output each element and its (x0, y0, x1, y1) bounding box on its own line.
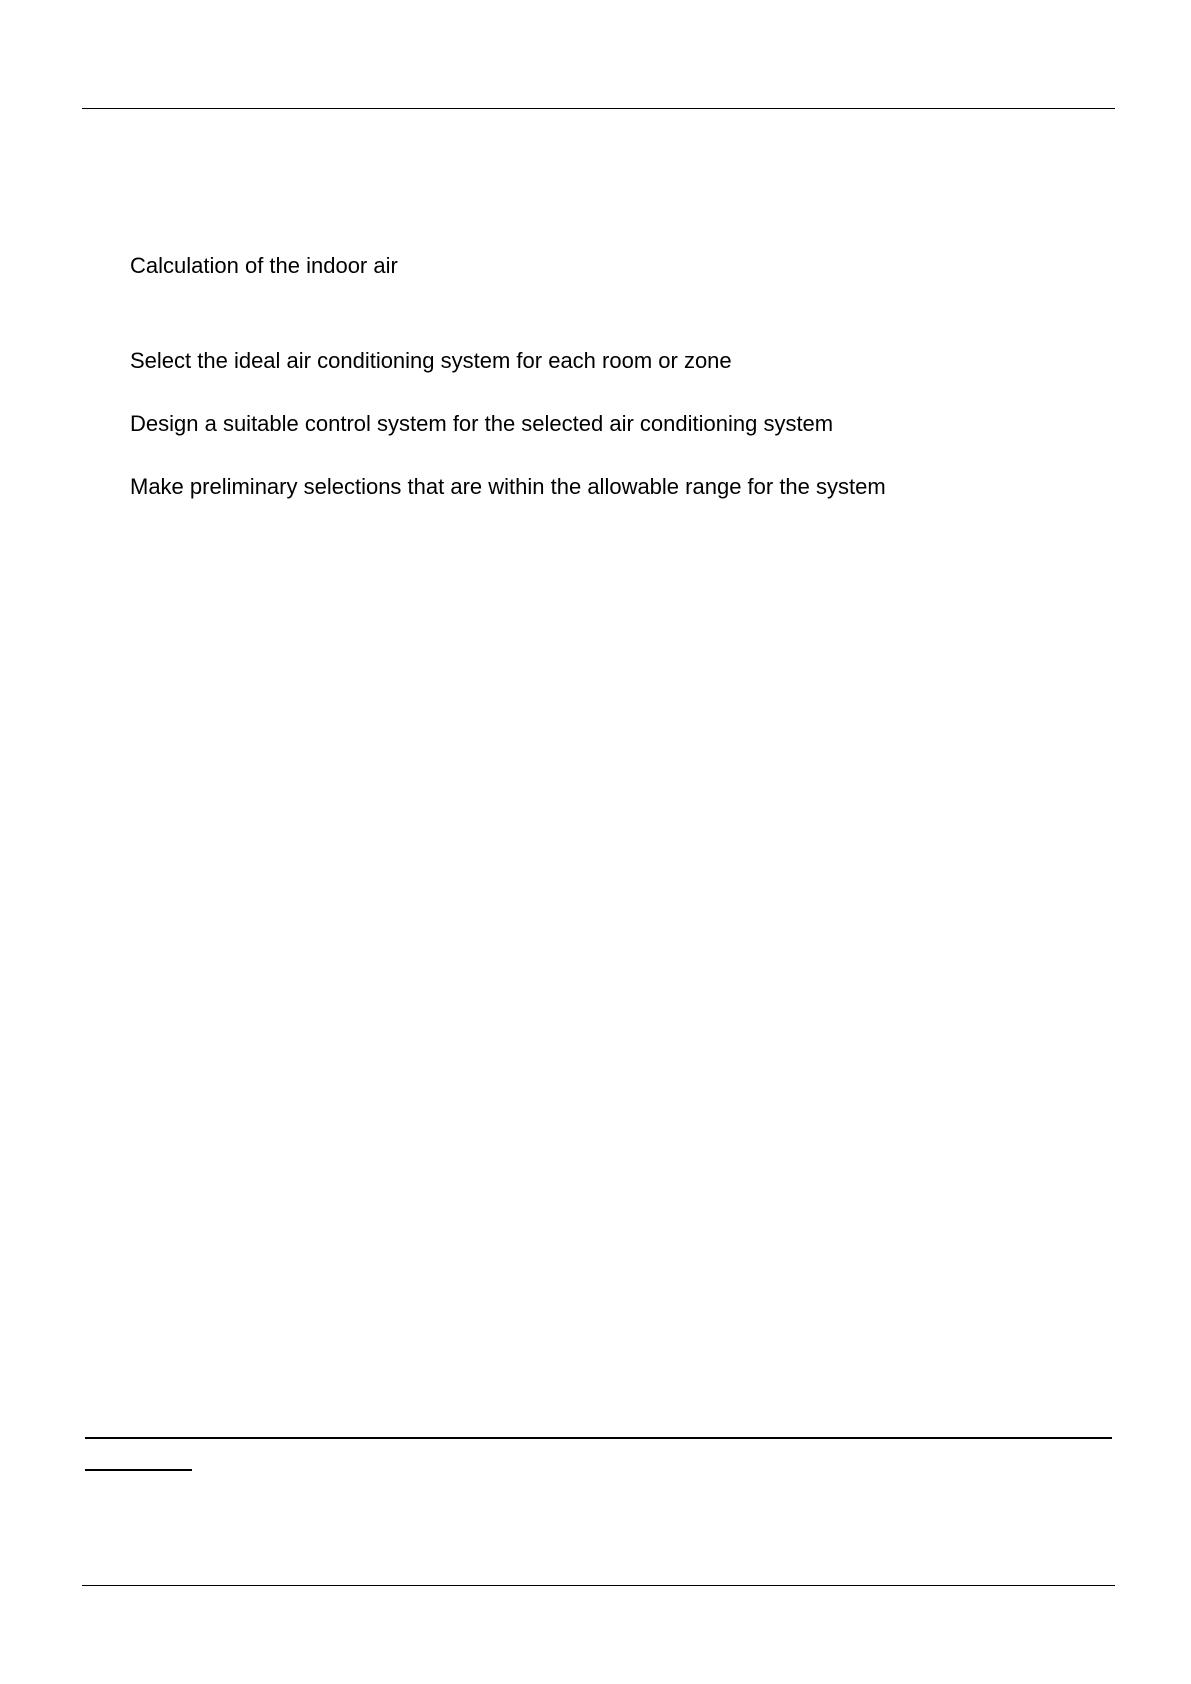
text-line-select-system: Select the ideal air conditioning system for each room or zone (130, 348, 732, 373)
text-line-calculation: Calculation of the indoor air (130, 253, 398, 278)
footnote-rule (85, 1437, 1112, 1439)
text-line-design-control: Design a suitable control system for the selected air conditioning system (130, 411, 834, 436)
text-line-preliminary-selections: Make preliminary selections that are within the allowable range for the system (130, 474, 886, 499)
footnote-short-rule (85, 1469, 192, 1471)
footer-rule (82, 1585, 1115, 1586)
header-rule (82, 108, 1115, 109)
